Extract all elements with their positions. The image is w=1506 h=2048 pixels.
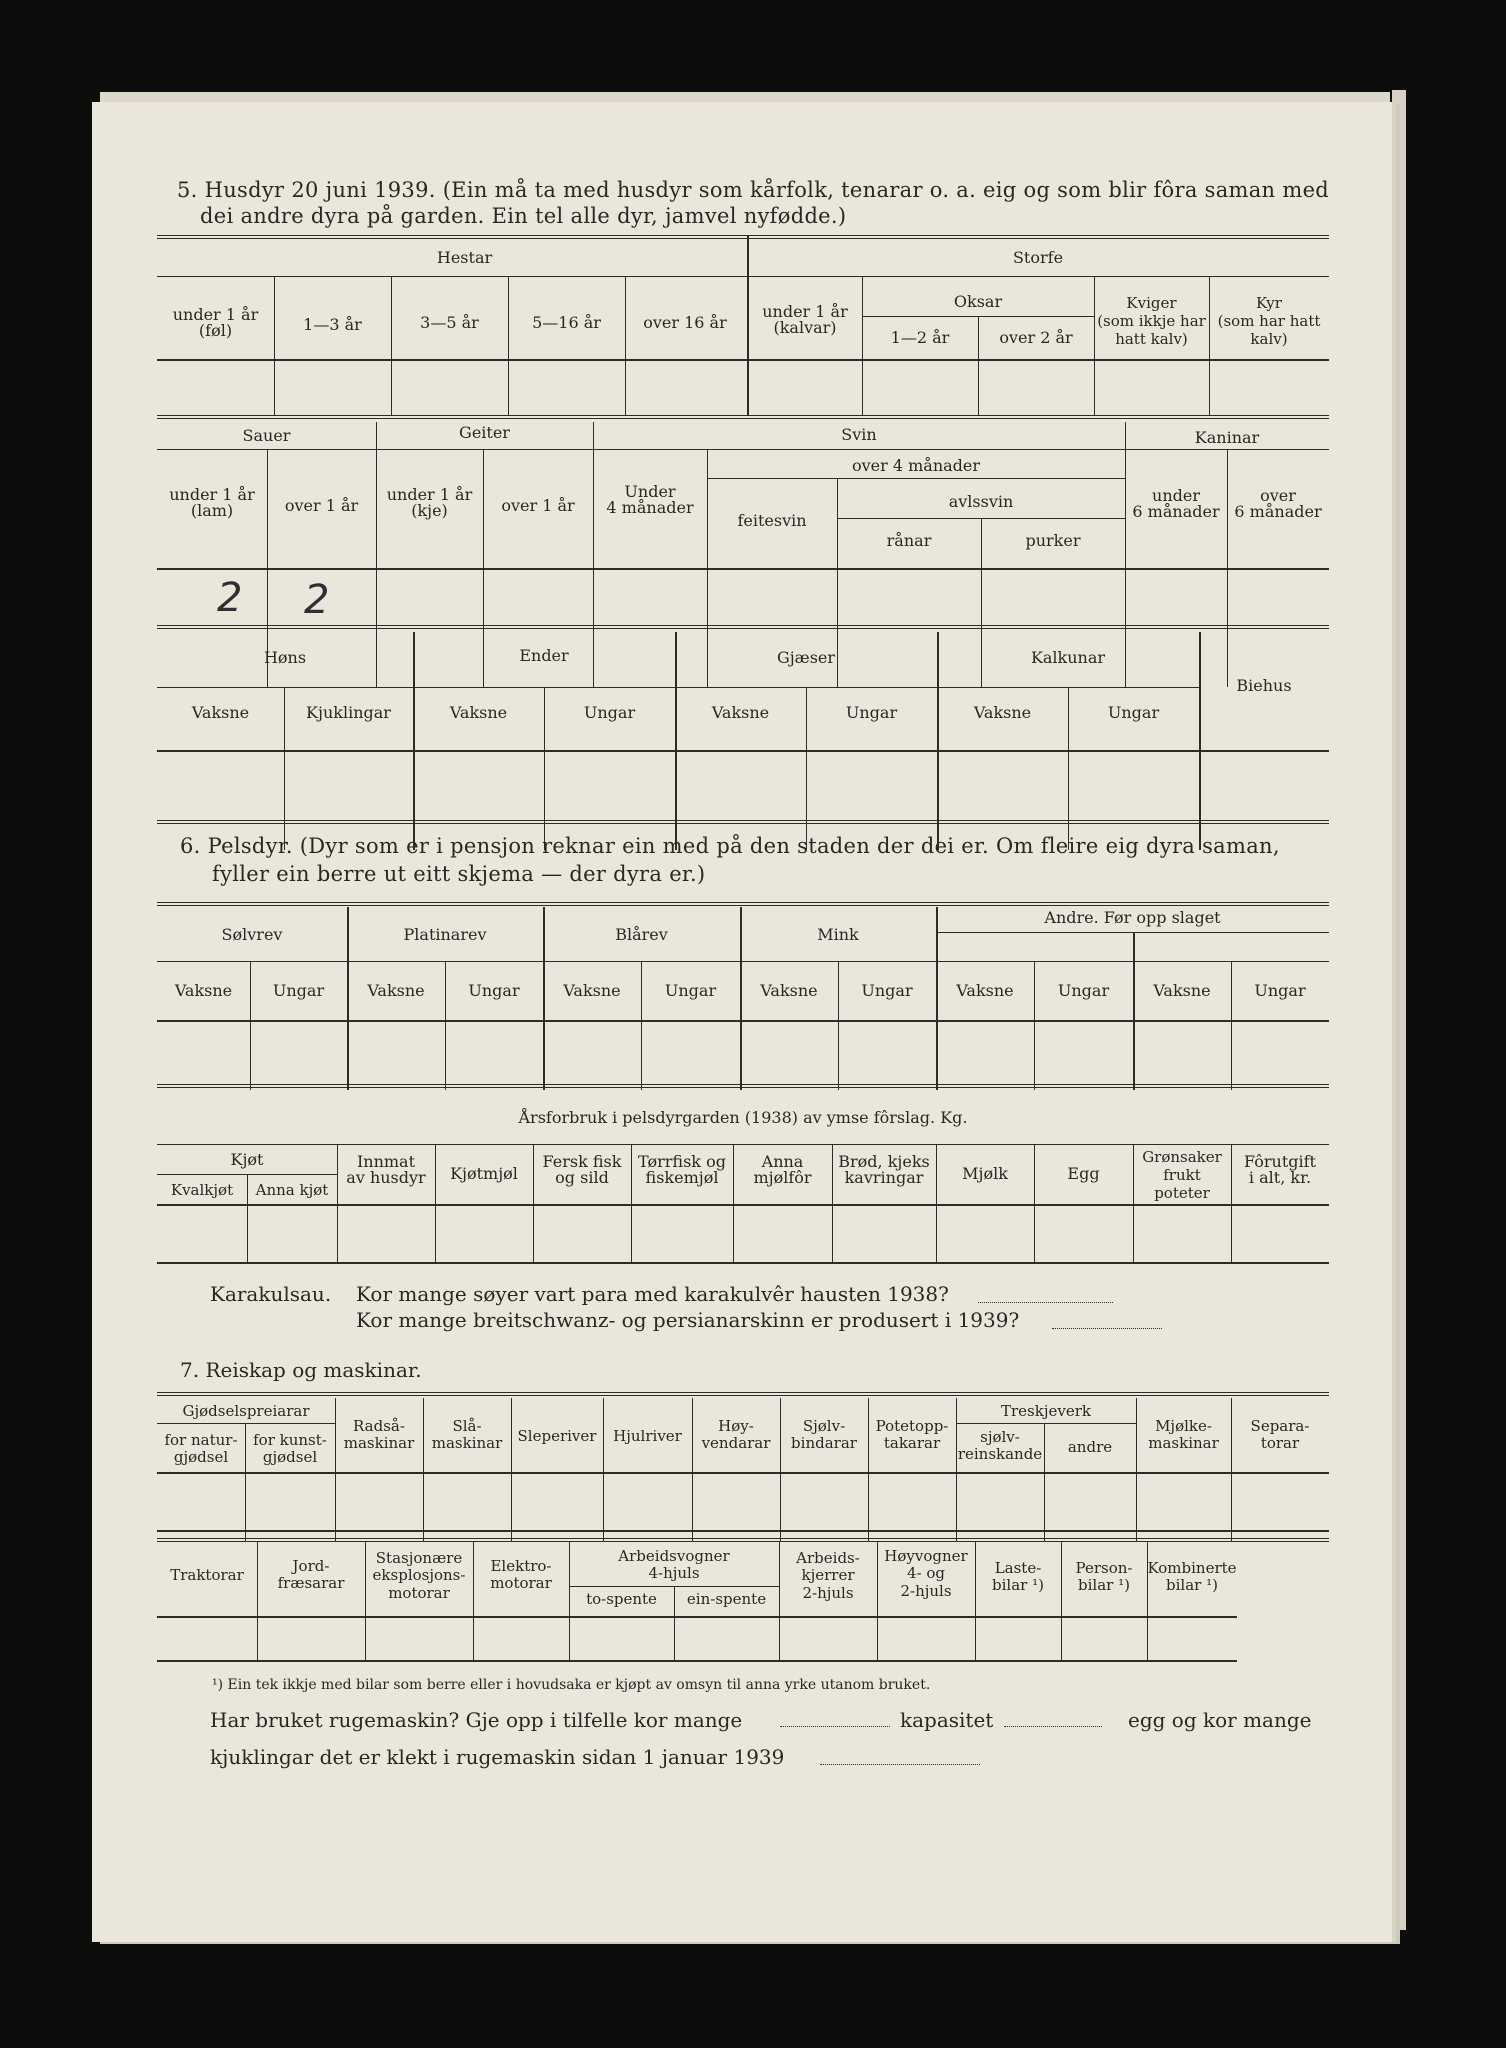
- torrfisk-header: Tørrfisk og fiskemjøl: [638, 1152, 726, 1187]
- forutgift-header: Fôrutgift i alt, kr.: [1244, 1152, 1316, 1187]
- rule: [157, 449, 1329, 450]
- sauer-col-2: over 1 år: [284, 496, 359, 515]
- lastebilar-header: Laste- bilar ¹): [992, 1559, 1044, 1595]
- treskjeverk-andre: andre: [1067, 1438, 1113, 1456]
- divider: [391, 276, 392, 415]
- mjolkemaskinar-header: Mjølke- maskinar: [1148, 1417, 1219, 1453]
- solvrev-ungar: Ungar: [272, 981, 325, 1000]
- divider: [435, 1144, 436, 1262]
- kjotmjol-header: Kjøtmjøl: [450, 1164, 518, 1183]
- rule: [157, 1538, 1329, 1542]
- hestar-header: Hestar: [436, 248, 493, 267]
- elektromotorar-header: Elektro- motorar: [490, 1557, 552, 1593]
- rule: [157, 415, 1329, 419]
- h-col-4: 5—16 år: [532, 313, 601, 332]
- rugemaskin-klekt-line[interactable]: [820, 1764, 980, 1765]
- hons-vaksne: Vaksne: [191, 703, 250, 722]
- rule: [157, 235, 1329, 239]
- sauer-over-1-value: 2: [304, 577, 330, 623]
- rule: [157, 1144, 1329, 1145]
- biehus-header: Biehus: [1236, 676, 1292, 695]
- svin-under-4: Under 4 månader: [606, 482, 694, 517]
- ender-vaksne: Vaksne: [449, 703, 508, 722]
- karakulsau-q1: Kor mange søyer vart para med karakulvêr hausten 1938?: [356, 1282, 949, 1306]
- mink-header: Mink: [817, 925, 859, 944]
- innmat-header: Innmat av husdyr: [346, 1152, 426, 1187]
- s7-heading: 7. Reiskap og maskinar.: [180, 1358, 422, 1382]
- rule: [157, 1530, 1329, 1532]
- gjaeser-vaksne: Vaksne: [711, 703, 770, 722]
- traktorar-header: Traktorar: [170, 1566, 244, 1584]
- separatorar-header: Separa- torar: [1250, 1417, 1310, 1453]
- svin-over-4: over 4 månader: [851, 456, 981, 475]
- storfe-header: Storfe: [1012, 248, 1064, 267]
- gjodselspreiarar-header: Gjødselspreiarar: [182, 1402, 310, 1420]
- sauer-under-1-value: 2: [217, 575, 243, 621]
- rule: [157, 687, 1199, 688]
- ranar: rånar: [886, 531, 932, 550]
- andre1-ungar: Ungar: [1057, 981, 1110, 1000]
- rugemaskin-q1c: egg og kor mange: [1128, 1708, 1312, 1732]
- hoyvogner-header: Høyvogner 4- og 2-hjuls: [884, 1547, 968, 1600]
- kalkunar-vaksne: Vaksne: [973, 703, 1032, 722]
- potetopptakarar-header: Potetopp- takarar: [875, 1417, 949, 1453]
- to-spente: to-spente: [586, 1590, 657, 1608]
- anna-kjot: Anna kjøt: [255, 1181, 329, 1199]
- mink-vaksne: Vaksne: [760, 981, 818, 1000]
- andre1-vaksne: Vaksne: [956, 981, 1014, 1000]
- divider: [956, 1398, 957, 1542]
- divider: [936, 1144, 937, 1262]
- fersk-fisk-header: Fersk fisk og sild: [542, 1152, 622, 1187]
- karakulsau-q2: Kor mange breitschwanz- og persianarskinn er produsert i 1939?: [356, 1308, 1020, 1332]
- ender-ungar: Ungar: [583, 703, 636, 722]
- sjolvbindarar-header: Sjølv- bindarar: [791, 1417, 857, 1453]
- s5-heading-line2: dei andre dyra på garden. Ein tel alle dyr, jamvel nyfødde.): [200, 204, 847, 228]
- purker: purker: [1025, 531, 1081, 550]
- divider: [603, 1398, 604, 1542]
- kaninar-under-6: under 6 månader: [1132, 486, 1220, 521]
- for-kunstgjodsel: for kunst- gjødsel: [253, 1431, 327, 1467]
- rule: [157, 1262, 1329, 1264]
- h-col-1: under 1 år (føl): [172, 305, 259, 340]
- oksar-header: Oksar: [953, 292, 1003, 311]
- rule: [157, 750, 1329, 752]
- divider: [1034, 961, 1035, 1090]
- kalkunar-header: Kalkunar: [1030, 648, 1106, 667]
- geiter-header: Geiter: [459, 423, 510, 442]
- andre-header: Andre. Før opp slaget: [1044, 908, 1221, 927]
- s-col-1: under 1 år (kalvar): [762, 302, 848, 337]
- census-form-page: [92, 102, 1392, 1942]
- s6-heading-line1: 6. Pelsdyr. (Dyr som er i pensjon reknar ein med på den staden der dei er. Om fleire eig dyra saman,: [180, 834, 1280, 858]
- rugemaskin-q2: kjuklingar det er klekt i rugemaskin sidan 1 januar 1939: [210, 1745, 785, 1769]
- platinarev-vaksne: Vaksne: [367, 981, 425, 1000]
- divider: [625, 276, 626, 415]
- rugemaskin-q1b: kapasitet: [900, 1708, 994, 1732]
- hoyvendarar-header: Høy- vendarar: [701, 1417, 771, 1453]
- arsforbruk-title: Årsforbruk i pelsdyrgarden (1938) av ymse fôrslag. Kg.: [518, 1108, 968, 1127]
- jordfraesarar-header: Jord- fræsarar: [277, 1557, 345, 1593]
- kvalkjot: Kvalkjøt: [170, 1181, 234, 1199]
- blarev-header: Blårev: [615, 925, 668, 944]
- h-col-3: 3—5 år: [420, 313, 479, 332]
- blarev-vaksne: Vaksne: [563, 981, 621, 1000]
- sauer-header: Sauer: [242, 426, 291, 445]
- s5-heading-line1: 5. Husdyr 20 juni 1939. (Ein må ta med husdyr som kårfolk, tenarar o. a. eig og som blir fôra saman med: [177, 178, 1330, 202]
- divider: [838, 961, 839, 1090]
- rugemaskin-count-line[interactable]: [780, 1726, 890, 1727]
- platinarev-header: Platinarev: [403, 925, 487, 944]
- kaninar-over-6: over 6 månader: [1234, 486, 1322, 521]
- kaninar-header: Kaninar: [1194, 428, 1260, 447]
- divider: [1034, 1144, 1035, 1262]
- divider: [250, 961, 251, 1090]
- divider: [376, 422, 377, 687]
- kombinerte-header: Kombinerte bilar ¹): [1147, 1559, 1237, 1595]
- andre2-vaksne: Vaksne: [1153, 981, 1211, 1000]
- svin-header: Svin: [841, 425, 877, 444]
- treskjeverk-header: Treskjeverk: [1001, 1402, 1091, 1420]
- rule: [157, 1084, 1329, 1088]
- kviger-header: Kviger (som ikkje har hatt kalv): [1097, 294, 1206, 348]
- divider: [1231, 961, 1232, 1090]
- divider: [445, 961, 446, 1090]
- hjulriver-header: Hjulriver: [613, 1427, 682, 1445]
- karakulsau-q2-answer-line[interactable]: [1052, 1328, 1162, 1329]
- arbeidskjerrer-header: Arbeids- kjerrer 2-hjuls: [796, 1549, 860, 1602]
- rule: [157, 568, 1329, 570]
- rugemaskin-q1a: Har bruket rugemaskin? Gje opp i tilfelle kor mange: [210, 1708, 743, 1732]
- sauer-col-1: under 1 år (lam): [169, 485, 255, 520]
- divider: [1125, 422, 1126, 687]
- radsa-header: Radså- maskinar: [343, 1417, 415, 1453]
- rule: [157, 1660, 1237, 1662]
- kyr-header: Kyr (som har hatt kalv): [1217, 294, 1321, 348]
- rule: [157, 961, 1329, 962]
- solvrev-header: Sølvrev: [221, 925, 283, 944]
- gjaeser-header: Gjæser: [776, 648, 836, 667]
- karakulsau-q1-answer-line[interactable]: [978, 1302, 1113, 1303]
- geiter-col-2: over 1 år: [501, 496, 575, 515]
- h-col-5: over 16 år: [643, 313, 727, 332]
- oksar-over-2: over 2 år: [999, 328, 1073, 347]
- rule: [157, 625, 1329, 629]
- ender-header: Ender: [519, 646, 569, 665]
- h-col-2: 1—3 år: [303, 315, 362, 334]
- paper-edge-right: [1392, 90, 1406, 1930]
- andre2-ungar: Ungar: [1254, 981, 1306, 1000]
- divider: [413, 632, 415, 850]
- divider: [508, 276, 509, 415]
- gjaeser-ungar: Ungar: [845, 703, 898, 722]
- for-naturgjodsel: for natur- gjødsel: [164, 1431, 238, 1467]
- divider: [641, 961, 642, 1090]
- rule: [157, 276, 1329, 277]
- rule: [157, 1616, 1237, 1618]
- rule: [707, 478, 1125, 479]
- solvrev-vaksne: Vaksne: [174, 981, 233, 1000]
- rule: [157, 1423, 335, 1424]
- personbilar-header: Person- bilar ¹): [1075, 1559, 1133, 1595]
- rule: [157, 1392, 1329, 1396]
- anna-mjolfor-header: Anna mjølfôr: [753, 1152, 812, 1187]
- feitesvin: feitesvin: [737, 511, 807, 530]
- rule: [956, 1423, 1136, 1424]
- rule: [157, 902, 1329, 906]
- rule: [157, 1020, 1329, 1022]
- s6-heading-line2: fyller ein berre ut eitt skjema — der dyra er.): [212, 862, 706, 886]
- hons-header: Høns: [263, 648, 307, 667]
- gronsaker-header: Grønsaker frukt poteter: [1142, 1148, 1222, 1202]
- ein-spente: ein-spente: [686, 1590, 767, 1608]
- sleperiver-header: Sleperiver: [517, 1427, 597, 1445]
- mjolk-header: Mjølk: [962, 1164, 1008, 1183]
- rule: [157, 359, 1329, 361]
- platinarev-ungar: Ungar: [468, 981, 520, 1000]
- hons-kjuklingar: Kjuklingar: [306, 703, 391, 722]
- divider: [511, 1398, 512, 1542]
- brod-header: Brød, kjeks kavringar: [838, 1152, 930, 1187]
- divider: [1133, 932, 1135, 1090]
- divider: [274, 276, 275, 415]
- oksar-1-2: 1—2 år: [890, 328, 950, 347]
- geiter-col-1: under 1 år (kje): [386, 485, 473, 520]
- mink-ungar: Ungar: [861, 981, 913, 1000]
- stasjonaere-header: Stasjonære eksplosjons- motorar: [372, 1549, 466, 1602]
- avlssvin: avlssvin: [948, 492, 1014, 511]
- divider: [1199, 632, 1201, 850]
- footnote: ¹) Ein tek ikkje med bilar som berre eller i hovudsaka er kjøpt av omsyn til anna yrke utanom bruket.: [212, 1677, 931, 1693]
- rugemaskin-kapasitet-line[interactable]: [1004, 1726, 1102, 1727]
- rule: [157, 820, 1329, 824]
- blarev-ungar: Ungar: [664, 981, 717, 1000]
- arbeidsvogner-header: Arbeidsvogner 4-hjuls: [618, 1547, 730, 1583]
- karakulsau-label: Karakulsau.: [210, 1282, 332, 1306]
- egg-header: Egg: [1067, 1164, 1100, 1183]
- kalkunar-ungar: Ungar: [1107, 703, 1160, 722]
- rule: [157, 1472, 1329, 1474]
- sla-header: Slå- maskinar: [431, 1417, 503, 1453]
- kjot-header: Kjøt: [230, 1150, 264, 1169]
- sjolvreinskande: sjølv- reinskande: [957, 1428, 1043, 1464]
- rule: [157, 1204, 1329, 1206]
